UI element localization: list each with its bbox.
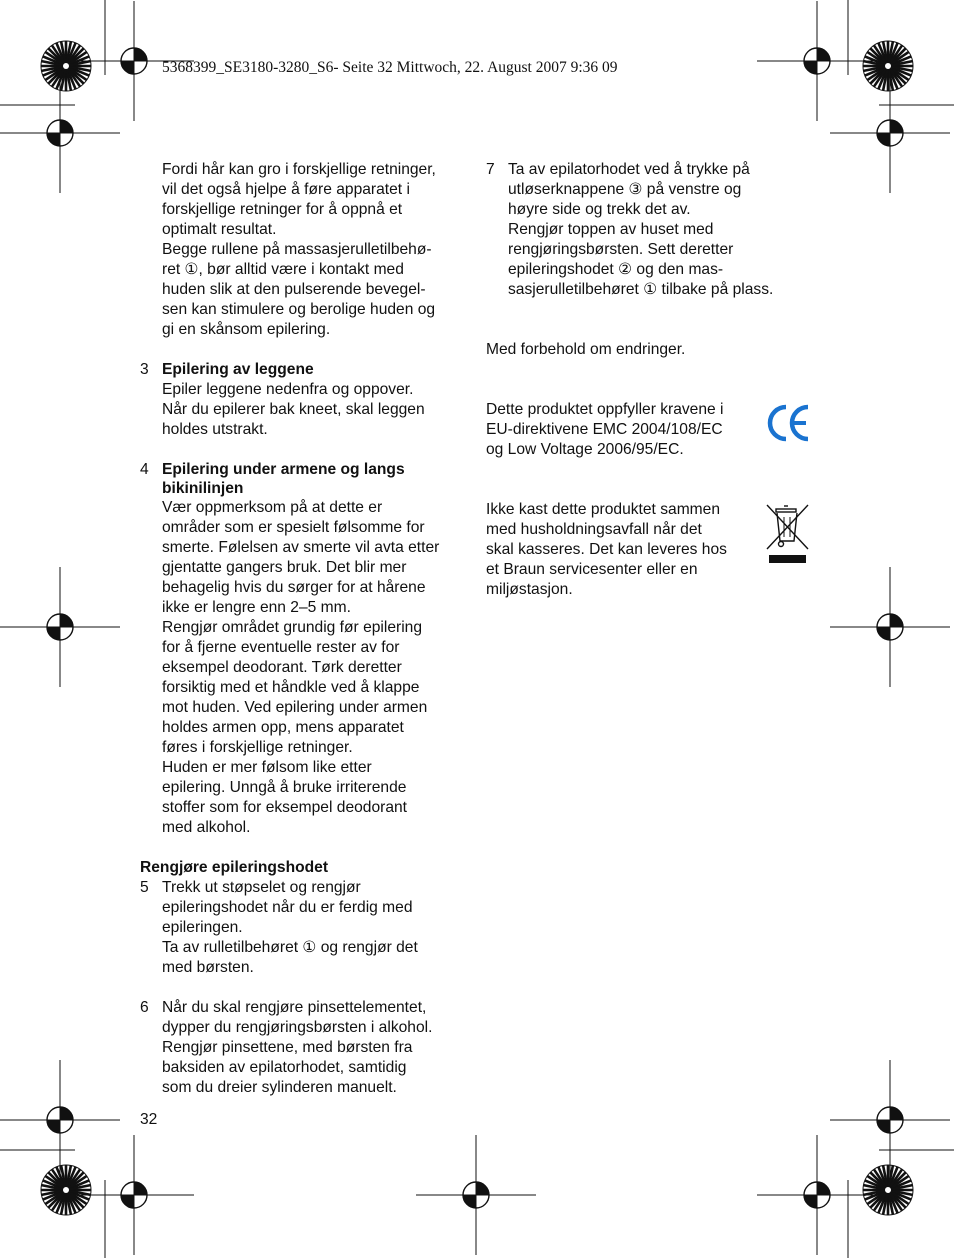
text-line: som du dreier sylinderen manuelt.: [162, 1079, 397, 1096]
text-line: for å fjerne eventuelle rester av for: [162, 639, 400, 656]
text-line: smerte. Følelsen av smerte vil avta etter: [162, 539, 440, 556]
text-line: høyre side og trekk det av.: [508, 201, 691, 218]
text-line: Huden er mer følsom like etter: [162, 759, 372, 776]
text-line: stoffer som for eksempel deodorant: [162, 799, 408, 816]
text-line: EU-direktivene EMC 2004/108/EC: [486, 421, 723, 438]
section-heading-cleaning: Rengjøre epileringshodet: [140, 859, 329, 876]
text-line: Rengjør toppen av huset med: [508, 221, 714, 238]
text-line: et Braun servicesenter eller en: [486, 561, 698, 578]
text-line: miljøstasjon.: [486, 581, 573, 598]
text-line: holdes armen opp, mens apparatet: [162, 719, 404, 736]
text-line: Når du skal rengjøre pinsettelementet,: [162, 999, 427, 1016]
text-line: Rengjør området grundig før epilering: [162, 619, 423, 636]
text-line: baksiden av epilatorhodet, samtidig: [162, 1059, 407, 1076]
text-line: med husholdningsavfall når det: [486, 521, 702, 538]
text-line: behagelig hvis du sørger for at hårene: [162, 579, 426, 596]
step-5-cleaning: [140, 878, 470, 978]
right-column: [486, 160, 816, 600]
text-line: Rengjør pinsettene, med børsten fra: [162, 1039, 413, 1056]
text-line: gi en skånsom epilering.: [162, 321, 331, 338]
text-line: forskjellige retninger for å oppnå et: [162, 201, 403, 218]
text-line: gjentatte gangers bruk. Det blir mer: [162, 559, 407, 576]
text-line: føres i forskjellige retninger.: [162, 739, 353, 756]
text-line: epilering. Unngå å bruke irriterende: [162, 779, 407, 796]
text-line: holdes utstrakt.: [162, 421, 268, 438]
text-line: Ta av epilatorhodet ved å trykke på: [508, 161, 750, 178]
text-line: sasjerulletilbehøret ① tilbake på plass.: [508, 281, 774, 298]
text-line: mot huden. Ved epilering under armen: [162, 699, 428, 716]
text-line: Epiler leggene nedenfra og oppover.: [162, 381, 414, 398]
text-line: epileringshodet ② og den mas-: [508, 261, 724, 278]
text-line: ikke er lengre enn 2–5 mm.: [162, 599, 351, 616]
text-line: vil det også hjelpe å føre apparatet i: [162, 181, 410, 198]
text-line: huden slik at den pulserende bevegel-: [162, 281, 426, 298]
text-line: Begge rullene på massasjerulletilbehø-: [162, 241, 432, 258]
text-line: utløserknappene ③ på venstre og: [508, 181, 742, 198]
step-heading: Epilering av leggene: [162, 361, 314, 378]
step-heading: Epilering under armene og langs: [162, 461, 405, 478]
text-line: optimalt resultat.: [162, 221, 277, 238]
reservation-note: Med forbehold om endringer.: [486, 341, 686, 358]
text-line: med børsten.: [162, 959, 254, 976]
text-line: ret ①, bør alltid være i kontakt med: [162, 261, 404, 278]
text-line: Fordi hår kan gro i forskjellige retninger,: [162, 161, 436, 178]
step-number: 4: [140, 461, 149, 478]
text-line: områder som er spesielt følsomme for: [162, 519, 425, 536]
step-number: 7: [486, 161, 495, 178]
text-line: sen kan stimulere og berolige huden og: [162, 301, 436, 318]
text-line: skal kasseres. Det kan leveres hos: [486, 541, 727, 558]
intro-paragraph: [140, 160, 470, 340]
step-heading: bikinilinjen: [162, 480, 244, 497]
crossed-bin-icon: [766, 503, 812, 567]
text-line: Trekk ut støpselet og rengjør: [162, 879, 361, 896]
text-line: dypper du rengjøringsbørsten i alkohol.: [162, 1019, 433, 1036]
step-4-underarm-bikini: [140, 460, 470, 838]
ce-mark-icon: [766, 403, 812, 443]
step-3-legs: [140, 360, 470, 440]
text-line: Dette produktet oppfyller kravene i: [486, 401, 724, 418]
text-line: rengjøringsbørsten. Sett deretter: [508, 241, 734, 258]
step-number: 6: [140, 999, 149, 1016]
text-line: Vær oppmerksom på at dette er: [162, 499, 383, 516]
text-line: forsiktig med et håndkle ved å klappe: [162, 679, 420, 696]
step-number: 3: [140, 361, 149, 378]
text-line: Ikke kast dette produktet sammen: [486, 501, 721, 518]
step-7-remove-head: [486, 160, 816, 300]
left-column: [140, 160, 470, 1098]
print-slug-header: 5368399_SE3180-3280_S6- Seite 32 Mittwoch, 22. August 2007 9:36 09: [162, 59, 618, 76]
page-number: 32: [140, 1111, 158, 1128]
text-line: Når du epilerer bak kneet, skal leggen: [162, 401, 425, 418]
text-line: eksempel deodorant. Tørk deretter: [162, 659, 402, 676]
text-line: epileringshodet når du er ferdig med: [162, 899, 413, 916]
text-line: epileringen.: [162, 919, 243, 936]
text-line: og Low Voltage 2006/95/EC.: [486, 441, 684, 458]
step-6-tweezer-cleaning: [140, 998, 470, 1098]
step-number: 5: [140, 879, 149, 896]
text-line: med alkohol.: [162, 819, 251, 836]
text-line: Ta av rulletilbehøret ① og rengjør det: [162, 939, 418, 956]
